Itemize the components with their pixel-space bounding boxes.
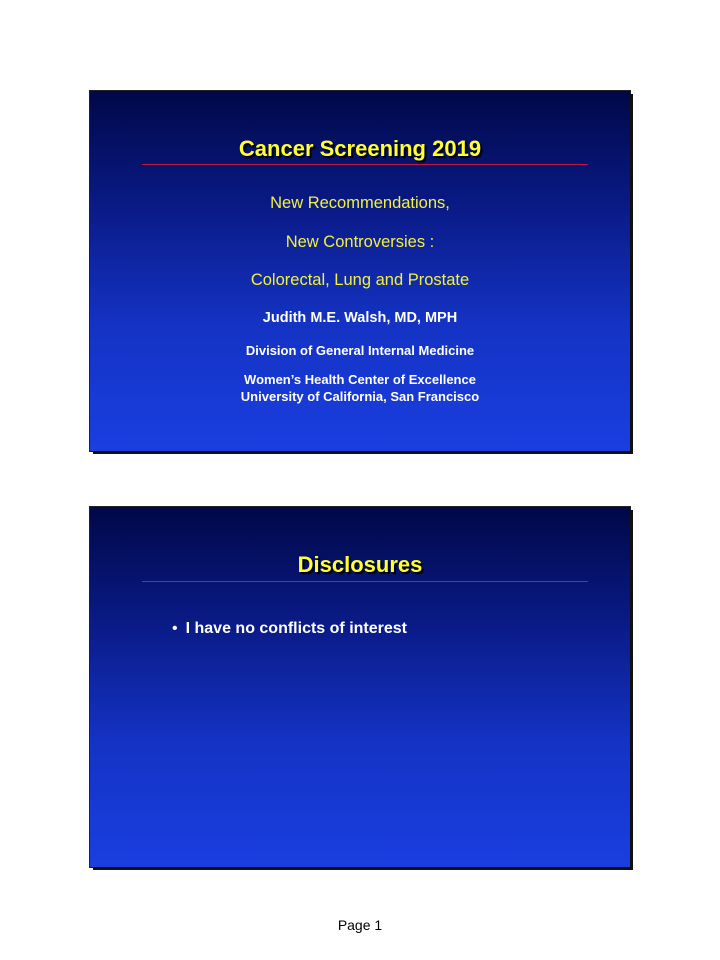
title-slide xyxy=(90,91,630,451)
subtitle-line: New Recommendations, xyxy=(270,194,450,212)
bullet-marker: • xyxy=(172,620,178,637)
bullet-item xyxy=(172,620,407,638)
subtitle-line: Colorectal, Lung and Prostate xyxy=(250,271,470,289)
affiliation-line: Women’s Health Center of Excellence xyxy=(244,372,476,387)
slide-title: Cancer Screening 2019 xyxy=(238,136,482,161)
bullet-text: I have no conflicts of interest xyxy=(185,620,407,637)
affiliation-line: Division of General Internal Medicine xyxy=(245,343,475,358)
subtitle-line: New Controversies : xyxy=(285,233,435,251)
slide-title: Disclosures xyxy=(297,552,423,577)
title-divider xyxy=(142,581,588,582)
title-divider xyxy=(142,164,588,165)
author-name: Judith M.E. Walsh, MD, MPH xyxy=(262,310,458,326)
page-number: Page 1 xyxy=(337,917,383,933)
disclosures-slide xyxy=(90,507,630,867)
affiliation-line: University of California, San Francisco xyxy=(240,389,480,404)
